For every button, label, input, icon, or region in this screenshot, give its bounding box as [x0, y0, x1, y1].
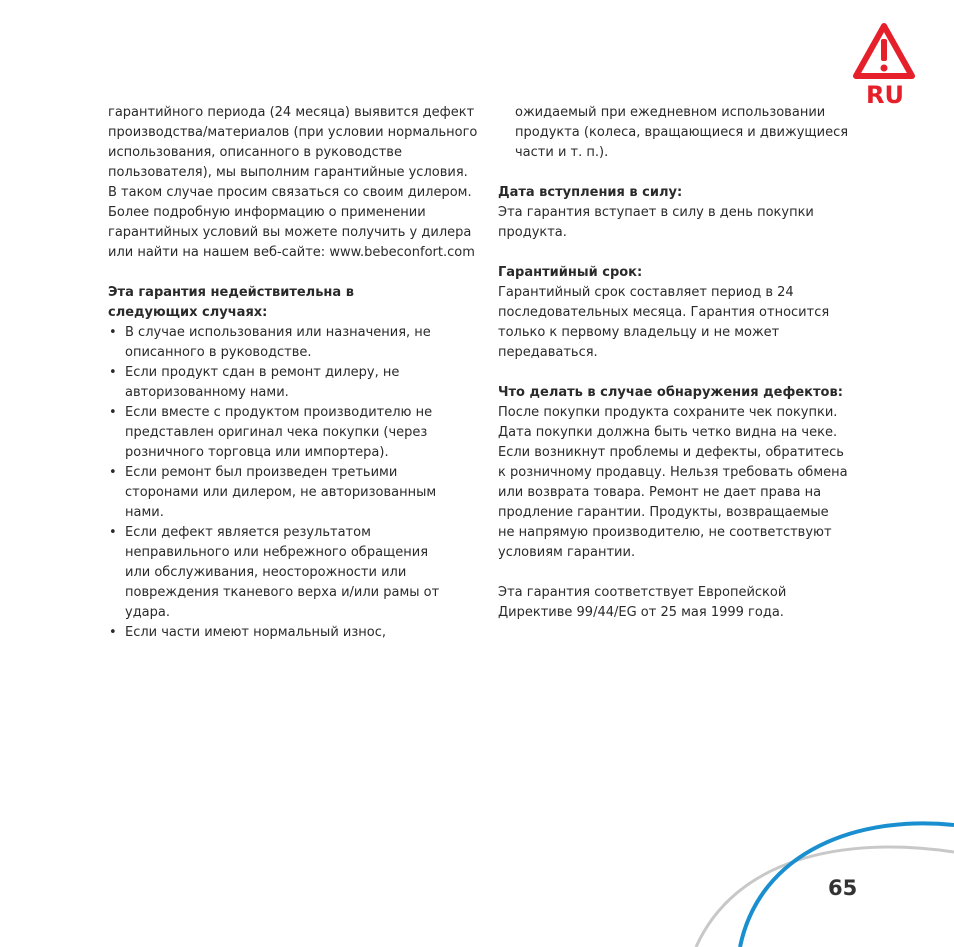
section-heading: Гарантийный срок: — [498, 265, 643, 280]
text-line: • Если дефект является результатом — [125, 525, 371, 540]
text-line: условиям гарантии. — [498, 545, 636, 560]
text-line: Эта гарантия соответствует Европейской — [498, 585, 787, 600]
text-line: авторизованному нами. — [125, 385, 289, 400]
language-badge: RU — [866, 81, 904, 109]
text-line: повреждения тканевого верха и/или рамы от — [125, 585, 440, 600]
text-line: только к первому владельцу и не может — [498, 325, 780, 340]
text-line: • Если ремонт был произведен третьими — [125, 465, 398, 480]
section-heading: Что делать в случае обнаружения дефектов: — [498, 385, 843, 400]
text-line: В таком случае просим связаться со своим дилером. — [108, 185, 472, 200]
text-line: передаваться. — [498, 345, 598, 360]
text-line: неправильного или небрежного обращения — [125, 545, 429, 560]
text-line: Эта гарантия вступает в силу в день покупки — [498, 205, 814, 220]
text-line: • Если продукт сдан в ремонт дилеру, не — [125, 365, 400, 380]
text-line: гарантийных условий вы можете получить у дилера — [108, 225, 472, 240]
text-line: Дата покупки должна быть четко видна на чеке. — [498, 425, 838, 440]
text-line: части и т. п.). — [515, 145, 609, 160]
text-line: После покупки продукта сохраните чек покупки. — [498, 405, 838, 420]
text-line: • Если вместе с продуктом производителю не — [125, 405, 433, 420]
text-line: пользователя), мы выполним гарантийные условия. — [108, 165, 468, 180]
text-line: Гарантийный срок составляет период в 24 — [498, 285, 794, 300]
text-line: или обслуживания, неосторожности или — [125, 565, 407, 580]
text-line: продукта. — [498, 225, 567, 240]
text-line: к розничному продавцу. Нельзя требовать обмена — [498, 465, 848, 480]
text-line: продление гарантии. Продукты, возвращаемые — [498, 505, 829, 520]
text-line: розничного торговца или импортера). — [125, 445, 389, 460]
heading-line: Эта гарантия недействительна в — [108, 285, 354, 300]
text-line: Директиве 99/44/EG от 25 мая 1999 года. — [498, 605, 784, 620]
text-line: сторонами или дилером, не авторизованным — [125, 485, 437, 500]
text-line: • В случае использования или назначения, не — [125, 325, 431, 340]
text-line: ожидаемый при ежедневном использовании — [515, 105, 826, 120]
heading-line: следующих случаях: — [108, 305, 268, 320]
text-line: описанного в руководстве. — [125, 345, 312, 360]
text-line: удара. — [125, 605, 170, 620]
text-line: не напрямую производителю, не соответствуют — [498, 525, 832, 540]
text-line: последовательных месяца. Гарантия относится — [498, 305, 830, 320]
text-line: Более подробную информацию о применении — [108, 205, 426, 220]
text-line: или найти на нашем веб-сайте: www.bebeconfort.com — [108, 245, 475, 260]
text-line: продукта (колеса, вращающиеся и движущиеся — [515, 125, 849, 140]
text-line: • Если части имеют нормальный износ, — [125, 625, 386, 640]
text-line: Если возникнут проблемы и дефекты, обратитесь — [498, 445, 844, 460]
text-line: гарантийного периода (24 месяца) выявится дефект — [108, 105, 475, 120]
section-heading: Дата вступления в силу: — [498, 185, 683, 200]
grey-arc — [696, 847, 954, 947]
text-line: нами. — [125, 505, 164, 520]
text-line: использования, описанного в руководстве — [108, 145, 402, 160]
text-line: производства/материалов (при условии нормального — [108, 125, 478, 140]
text-line: представлен оригинал чека покупки (через — [125, 425, 428, 440]
text-line: или возврата товара. Ремонт не дает права на — [498, 485, 822, 500]
page-number: 65 — [828, 876, 858, 900]
